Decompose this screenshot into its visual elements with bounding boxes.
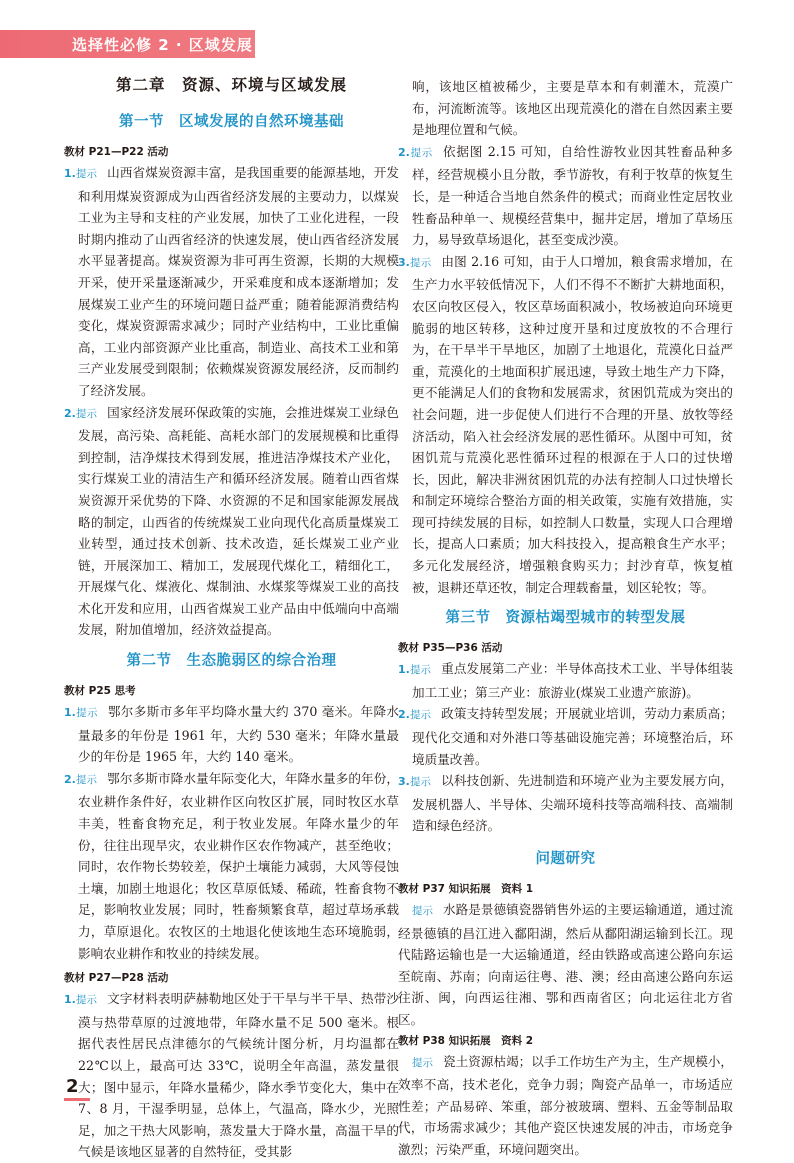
item-number: 3. [398,255,410,269]
tip-label: 提示 [75,707,98,720]
answer-item [398,141,733,251]
answer-item [64,402,399,642]
answer-item [64,162,399,402]
item-number: 1. [398,663,410,677]
tip-label: 提示 [75,168,98,180]
item-number: 2. [64,406,76,420]
item-number: 1. [64,167,76,180]
answer-text: 政策支持转型发展；开展就业培训，劳动力素质高；现代化交通和对外港口等基础设施完善；环境整治后，环境质量改善。 [412,706,734,767]
textbook-ref: 教材 P25 思考 [64,685,136,698]
item-number: 2. [64,772,76,786]
section-title-4: 问题研究 [535,851,596,867]
page-number-underline [64,1098,90,1101]
textbook-ref: 教材 P38 知识拓展 资料 2 [398,1034,534,1047]
tip-label: 提示 [409,256,432,269]
answer-text: 鄂尔多斯市降水量年际变化大，年降水量多的年份，农业耕作条件好，农业耕作区向牧区扩展，同时牧区水草丰美，牲畜食物充足，利于牧业发展。年降水量少的年份，往往出现旱灾，农业耕作区农作物减产，甚至绝收；同时，农作物长势较差，保护土壤能力减弱，大风等侵蚀土壤，加剧土地退化；牧区草原低矮、稀疏，牲畜食物不足，影响牧业发展；同时，牲畜频繁食草，超过草场承载力，草原退化。农牧区的土地退化使该地生态环境脆弱，影响农业耕作和牧业的持续发展。 [78,770,400,961]
tip-label: 提示 [409,664,432,677]
header-title: 选择性必修 2 · 区域发展 [72,36,253,54]
item-number: 1. [64,993,76,1007]
answer-text: 依据图 2.15 可知，自给性游牧业因其牲畜品种多样，经营规模小且分散，季节游牧，有利于牧草的恢复生长，是一种适合当地自然条件的模式；而商业性定居牧业牲畜品种单一、规模经营集中，掘井定居，增加了草场压力，易导致草场退化，甚至变成沙漠。 [412,143,733,248]
textbook-ref: 教材 P35—P36 活动 [398,642,503,655]
textbook-ref: 教材 P37 知识拓展 资料 1 [398,883,534,895]
tip-label: 提示 [75,994,98,1007]
tip-label: 提示 [409,776,432,789]
answer-text: 重点发展第二产业：半导体高技术工业、半导体组装加工工业；第三产业：旅游业(煤炭工业遗产旅游)。 [412,661,734,700]
right-column [398,76,733,1161]
answer-item [398,251,733,599]
section-title-3: 第三节 资源枯竭型城市的转型发展 [445,610,686,627]
tip-label: 提示 [412,1056,434,1069]
answer-item [64,988,399,1163]
tip-label: 提示 [409,709,432,722]
answer-item [398,658,733,703]
answer-item [64,701,399,768]
answer-text: 鄂尔多斯市多年平均降水量大约 370 毫米。年降水量最多的年份是 1961 年，大约 530 毫米；年降水量最少的年份是 1965 年，大约 140 毫米。 [78,704,399,765]
answer-item [398,1051,733,1161]
item-number: 2. [398,708,410,722]
answer-item [64,768,399,964]
answer-text: 山西省煤炭资源丰富，是我国重要的能源基地，开发和利用煤炭资源成为山西省经济发展的主要动力，以煤炭工业为主导和支柱的产业发展，加快了工业化进程，一段时期内推动了山西省经济的快速发展，使山西省经济发展水平显著提高。煤炭资源为非可再生资源，长期的大规模开采，使开采量逐渐减少，开采难度和成本逐渐增加；发展煤炭工业产生的环境问题日益严重；随着能源消费结构变化，煤炭资源需求减少；同时产业结构中，工业比重偏高，工业内部资源产业比重高，制造业、高技术工业和第三产业发展受到限制；依赖煤炭资源发展经济，反而制约了经济发展。 [78,165,400,398]
page-number: 2 [66,1076,79,1097]
answer-text: 国家经济发展环保政策的实施，会推进煤炭工业绿色发展，高污染、高耗能、高耗水部门的发展规模和比重得到控制，洁净煤技术得到发展，推进洁净煤技术产业化，实行煤炭工业的清洁生产和循环经济发展。随着山西省煤炭资源开采优势的下降、水资源的不足和国家能源发展战略的制定，山西省的传统煤炭工业向现代化高质量煤炭工业转型，通过技术创新、技术改造，延长煤炭工业产业链，开展深加工、精加工，发展现代煤化工，精细化工，开展煤气化、煤液化、煤制油、水煤浆等煤炭工业的高技术化开发和应用，山西省煤炭工业产品由中低端向中高端发展，附加值增加，经济效益提高。 [78,404,400,638]
textbook-ref: 教材 P27—P28 活动 [64,972,169,985]
item-number: 3. [398,775,410,789]
tip-label: 提示 [412,905,434,917]
tip-label: 提示 [409,146,434,159]
item-number: 1. [64,706,76,720]
answer-item [398,703,733,770]
textbook-ref: 教材 P21—P22 活动 [64,146,169,158]
section-title-1: 第一节 区域发展的自然环境基础 [119,114,344,130]
tip-label: 提示 [75,773,98,786]
section-title-2: 第二节 生态脆弱区的综合治理 [126,653,337,670]
answer-item [398,770,733,837]
tip-label: 提示 [75,407,98,420]
answer-text: 以科技创新、先进制造和环境产业为主要发展方向，发展机器人、半导体、尖端环境科技等高端科技、高端制造和绿色经济。 [412,773,734,834]
answer-text: 水路是景德镇瓷器销售外运的主要运输通道，通过流经景德镇的昌江进入鄱阳湖，然后从鄱阳湖运输到长江。现代陆路运输也是一大运输通道，经由铁路或高速公路向东运至皖南、苏南；向南运往粤、港、澳；经由高速公路向东运往浙、闽，向西运往湘、鄂和西南省区；向北运往北方省区。 [398,902,734,1027]
chapter-title: 第二章 资源、环境与区域发展 [115,76,347,94]
answer-item [398,899,733,1031]
item-number: 2. [398,145,410,159]
answer-text: 文字材料表明萨赫勒地区处于干旱与半干旱、热带沙漠与热带草原的过渡地带，年降水量不足 500 毫米。根据代表性居民点津德尔的气候统计图分析，月均温都在 22℃以上，最高可达 33℃，说明全年高温，蒸发量很大；图中显示，年降水量稀少，降水季节变化大，集中在 7、8 月，干湿季明显，总体上，气温高，降水少，光照足，加之干热大风影响，蒸发量大于降水量，高温干旱的气候是该地区显著的自然特征，受其影 [78,991,400,1160]
answer-text: 瓷土资源枯竭；以手工作坊生产为主，生产规模小，效率不高，技术老化，竞争力弱；陶瓷产品单一，市场适应性差；产品易碎、笨重，部分被玻璃、塑料、五金等制品取代，市场需求减少；其他产瓷区快速发展的冲击，市场竞争激烈；污染严重，环境问题突出。 [398,1053,734,1157]
left-column [64,72,399,1163]
answer-text: 由图 2.16 可知，由于人口增加，粮食需求增加，在生产力水平较低情况下，人们不得不不断扩大耕地面积，农区向牧区侵入，牧区草场面积减小，牧场被迫向环境更脆弱的地区转移，这种过度开垦和过度放牧的不合理行为，在干旱半干旱地区，加剧了土地退化，荒漠化日益严重，荒漠化的土地面积扩展迅速，导致土地生产力下降，更不能满足人们的食物和发展需求，贫困饥荒成为突出的社会问题，进一步促使人们进行不合理的开垦、放牧等经济活动，陷入社会经济发展的恶性循环。从图中可知，贫困饥荒与荒漠化恶性循环过程的根源在于人口的过快增长，因此，解决非洲贫困饥荒的办法有控制人口过快增长和制定环境综合整治方面的相关政策，实施有效措施，实现可持续发展的目标，如控制人口数量，实现人口合理增长，提高人口素质；加大科技投入，提高粮食生产水平；多元化发展经济，增强粮食购买力；封沙育草，恢复植被，退耕还草还牧，制定合理载畜量，划区轮牧；等。 [412,253,733,595]
answer-continuation: 响，该地区植被稀少，主要是草本和有刺灌木，荒漠广布，河流断流等。该地区出现荒漠化的潜在自然因素主要是地理位置和气候。 [412,79,733,138]
